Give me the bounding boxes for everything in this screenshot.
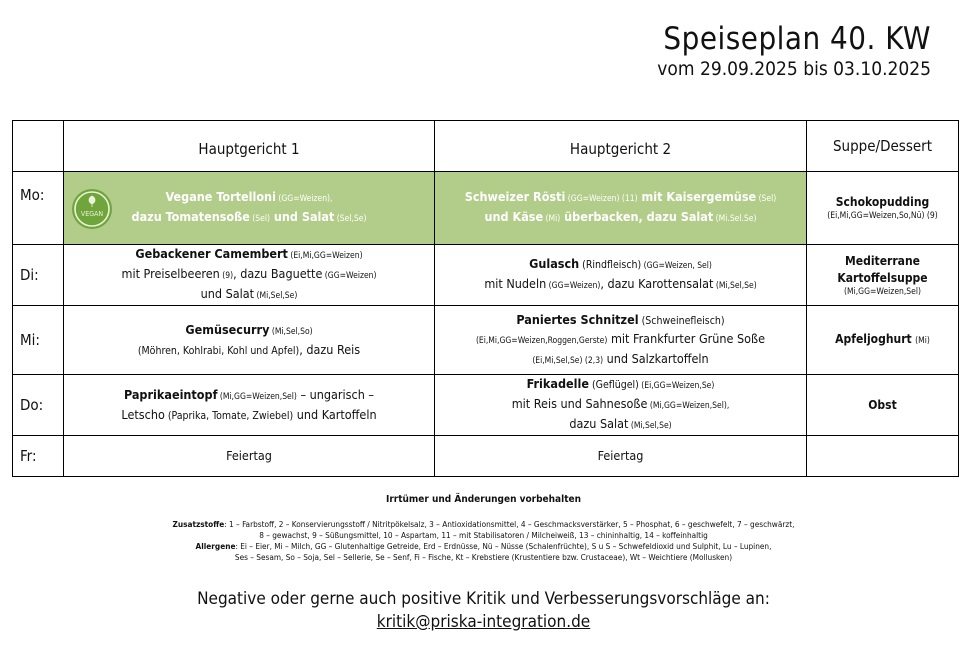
- dish-name: Frikadelle: [526, 376, 589, 391]
- allergens-text-1: : Ei – Eier, Mi – Milch, GG – Glutenhaltige Getreide, Erd – Erdnüsse, Nü – Nüsse (Schalenfrüchte), S u S – Schwefeldioxid und Sulphit, Lu – Lupinen,: [235, 541, 772, 551]
- allergen-info: (Mi,GG=Weizen,Sel),: [647, 401, 730, 411]
- table-row: [13, 306, 959, 375]
- allergen-info: (Sel): [756, 194, 777, 204]
- allergen-info: (Ei,GG=Weizen,Se): [638, 381, 715, 391]
- dish-name: Gemüsecurry: [185, 321, 270, 337]
- dish-text: (Schweinefleisch): [638, 314, 725, 327]
- allergen-info: (GG=Weizen): [546, 281, 601, 291]
- column-header-day: [13, 121, 64, 172]
- page-title: Speiseplan 40. KW: [663, 21, 931, 57]
- main-dish-2-cell: [435, 172, 807, 245]
- allergen-info: (Ei,Mi,GG=Weizen,Roggen,Gerste): [475, 335, 608, 346]
- soup-dessert-cell: [807, 172, 959, 245]
- dish-text: (Möhren, Kohlrabi, Kohl und Apfel): [137, 344, 300, 357]
- vegan-badge-icon: [71, 188, 113, 230]
- dish-text: , dazu Reis: [299, 341, 361, 357]
- main-dish-2-cell: [435, 375, 807, 436]
- header-row: [13, 121, 959, 172]
- dish-text: und Kartoffeln: [293, 406, 377, 422]
- dish-text: mit Reis und Sahnesoße: [511, 396, 648, 411]
- allergen-info: (Mi,Sel,Se): [628, 421, 672, 431]
- allergen-info: (Mi,GG=Weizen,Sel): [844, 286, 921, 297]
- dish-name: und Käse: [484, 209, 544, 224]
- dish-name: Schweizer Rösti: [464, 189, 566, 204]
- dish-description: [68, 447, 430, 465]
- dish-text: mit Frankfurter Grüne Soße: [607, 330, 766, 346]
- soup-dessert-cell: [807, 436, 959, 477]
- allergen-info: (9): [219, 271, 234, 281]
- dish-description: [68, 321, 430, 360]
- day-label: Di:: [13, 245, 64, 306]
- dish-text: Letscho: [121, 406, 165, 422]
- table-row: [13, 375, 959, 436]
- allergen-info: (GG=Weizen) (11): [565, 194, 638, 204]
- dish-text: (Rindfleisch): [579, 259, 642, 271]
- dish-text: dazu Salat: [569, 416, 629, 431]
- dish-text: – ungarisch –: [296, 386, 375, 402]
- dish-name: Gulasch: [529, 256, 580, 271]
- main-dish-2-cell: [435, 306, 807, 375]
- dish-name: überbacken, dazu Salat: [560, 209, 714, 224]
- table-row: [13, 245, 959, 306]
- allergen-info: (Mi): [915, 335, 930, 346]
- dish-description: [68, 386, 430, 425]
- main-dish-1-cell: [64, 375, 435, 436]
- dish-name: mit Kaisergemüse: [637, 189, 757, 204]
- dish-description: [439, 375, 802, 435]
- allergens-label: Allergene: [195, 541, 236, 551]
- legend: [0, 519, 967, 563]
- soup-dessert-cell: [807, 375, 959, 436]
- main-dish-1-cell: [64, 172, 435, 245]
- dish-name: und Salat: [269, 209, 335, 224]
- main-dish-1-cell: [64, 436, 435, 477]
- additives-text-1: : 1 – Farbstoff, 2 – Konservierungsstoff / Nitritpökelsalz, 3 – Antioxidationsmittel, 4 – Geschmacksverstärker, 5 – Phosphat, 6 – geschwefelt, 7 – geschwärzt,: [224, 519, 795, 529]
- allergen-info: (Mi,GG=Weizen,Sel): [217, 391, 297, 402]
- day-label: Fr:: [13, 436, 64, 477]
- dish-description: [68, 245, 430, 305]
- dish-text: , dazu Baguette: [233, 266, 323, 281]
- dish-name: dazu Tomatensoße: [131, 209, 250, 224]
- column-header-main2: Hauptgericht 2: [435, 121, 807, 172]
- allergen-info: (Sel,Se): [334, 214, 367, 224]
- main-dish-2-cell: [435, 245, 807, 306]
- dish-text: Feiertag: [226, 448, 272, 463]
- day-label: Do:: [13, 375, 64, 436]
- soup-dessert-name: Schokopudding: [835, 195, 930, 209]
- dish-text: (Paprika, Tomate, Zwiebel): [164, 409, 294, 422]
- additives-line-1: [0, 519, 967, 530]
- allergen-info: (Mi): [543, 214, 561, 224]
- dish-name: Vegane Tortelloni: [165, 189, 276, 204]
- day-label: Mo:: [13, 172, 64, 245]
- allergen-info: (GG=Weizen, Sel): [641, 261, 712, 271]
- allergen-info: (Mi.Sel.Se): [713, 214, 757, 224]
- dish-name: Paniertes Schnitzel: [516, 311, 639, 327]
- dish-text: Feiertag: [597, 448, 644, 463]
- dish-description: [439, 188, 802, 228]
- dish-name: Paprikaeintopf: [123, 386, 218, 402]
- dish-description: [439, 311, 802, 370]
- allergen-info: (Mi,Sel,So): [269, 326, 313, 337]
- dish-description: [68, 188, 430, 228]
- main-dish-1-cell: [64, 245, 435, 306]
- vegan-badge-label: VEGAN: [80, 210, 104, 218]
- column-header-main1: Hauptgericht 1: [64, 121, 435, 172]
- allergen-info: (Mi,Sel,Se): [713, 281, 757, 291]
- allergen-info: (Mi,Sel,Se): [254, 291, 298, 301]
- soup-dessert-name: Apfeljoghurt: [835, 331, 912, 346]
- dish-description: [439, 255, 802, 295]
- date-range: vom 29.09.2025 bis 03.10.2025: [657, 58, 931, 80]
- allergens-line-2: Ses – Sesam, So – Soja, Sel – Sellerie, Se – Senf, Fi – Fische, Kt – Krebstiere (Krustentiere bzw. Crustaceae), Wt – Weichtiere (Mollusken): [234, 552, 733, 562]
- soup-dessert-name: Obst: [868, 397, 897, 412]
- main-dish-1-cell: [64, 306, 435, 375]
- feedback-email-link[interactable]: kritik@priska-integration.de: [376, 612, 591, 632]
- menu-table: [12, 120, 959, 477]
- feedback-section: [0, 588, 967, 634]
- day-label: Mi:: [13, 306, 64, 375]
- dish-text: und Salat: [200, 286, 255, 301]
- dish-text: mit Nudeln: [484, 276, 547, 291]
- table-row: [13, 436, 959, 477]
- soup-dessert-name: Mediterrane Kartoffelsuppe: [837, 253, 928, 285]
- additives-line-2: 8 – gewachst, 9 – Süßungsmittel, 10 – Aspartam, 11 – mit Stabilisatoren / Milcheiweiß, 13 – chininhaltig, 14 – koffeinhaltig: [259, 530, 708, 540]
- table-row: [13, 172, 959, 245]
- dish-text: mit Preiselbeeren: [121, 266, 220, 281]
- dish-text: , dazu Karottensalat: [600, 276, 714, 291]
- dish-text: (Geflügel): [588, 379, 639, 391]
- allergen-info: (Ei,Mi,Sel,Se) (2,3): [532, 355, 604, 366]
- page-header: [657, 20, 931, 81]
- disclaimer: Irrtümer und Änderungen vorbehalten: [386, 494, 581, 505]
- dish-description: [439, 447, 802, 465]
- soup-dessert-cell: [807, 245, 959, 306]
- main-dish-2-cell: [435, 436, 807, 477]
- soup-dessert-cell: [807, 306, 959, 375]
- dish-name: Gebackener Camembert: [135, 246, 288, 261]
- allergen-info: (GG=Weizen): [322, 271, 377, 281]
- allergens-line-1: [0, 541, 967, 552]
- additives-label: Zusatzstoffe: [172, 519, 225, 529]
- allergen-info: (Ei,Mi,GG=Weizen): [287, 251, 363, 261]
- allergen-info: (GG=Weizen),: [275, 194, 333, 204]
- feedback-text: Negative oder gerne auch positive Kritik und Verbesserungsvorschläge an:: [197, 589, 770, 609]
- allergen-info: (Ei,Mi,GG=Weizen,So,Nü) (9): [827, 211, 938, 221]
- allergen-info: (Sel): [249, 214, 270, 224]
- dish-text: und Salzkartoffeln: [603, 350, 709, 366]
- column-header-soup-dessert: Suppe/Dessert: [807, 121, 959, 172]
